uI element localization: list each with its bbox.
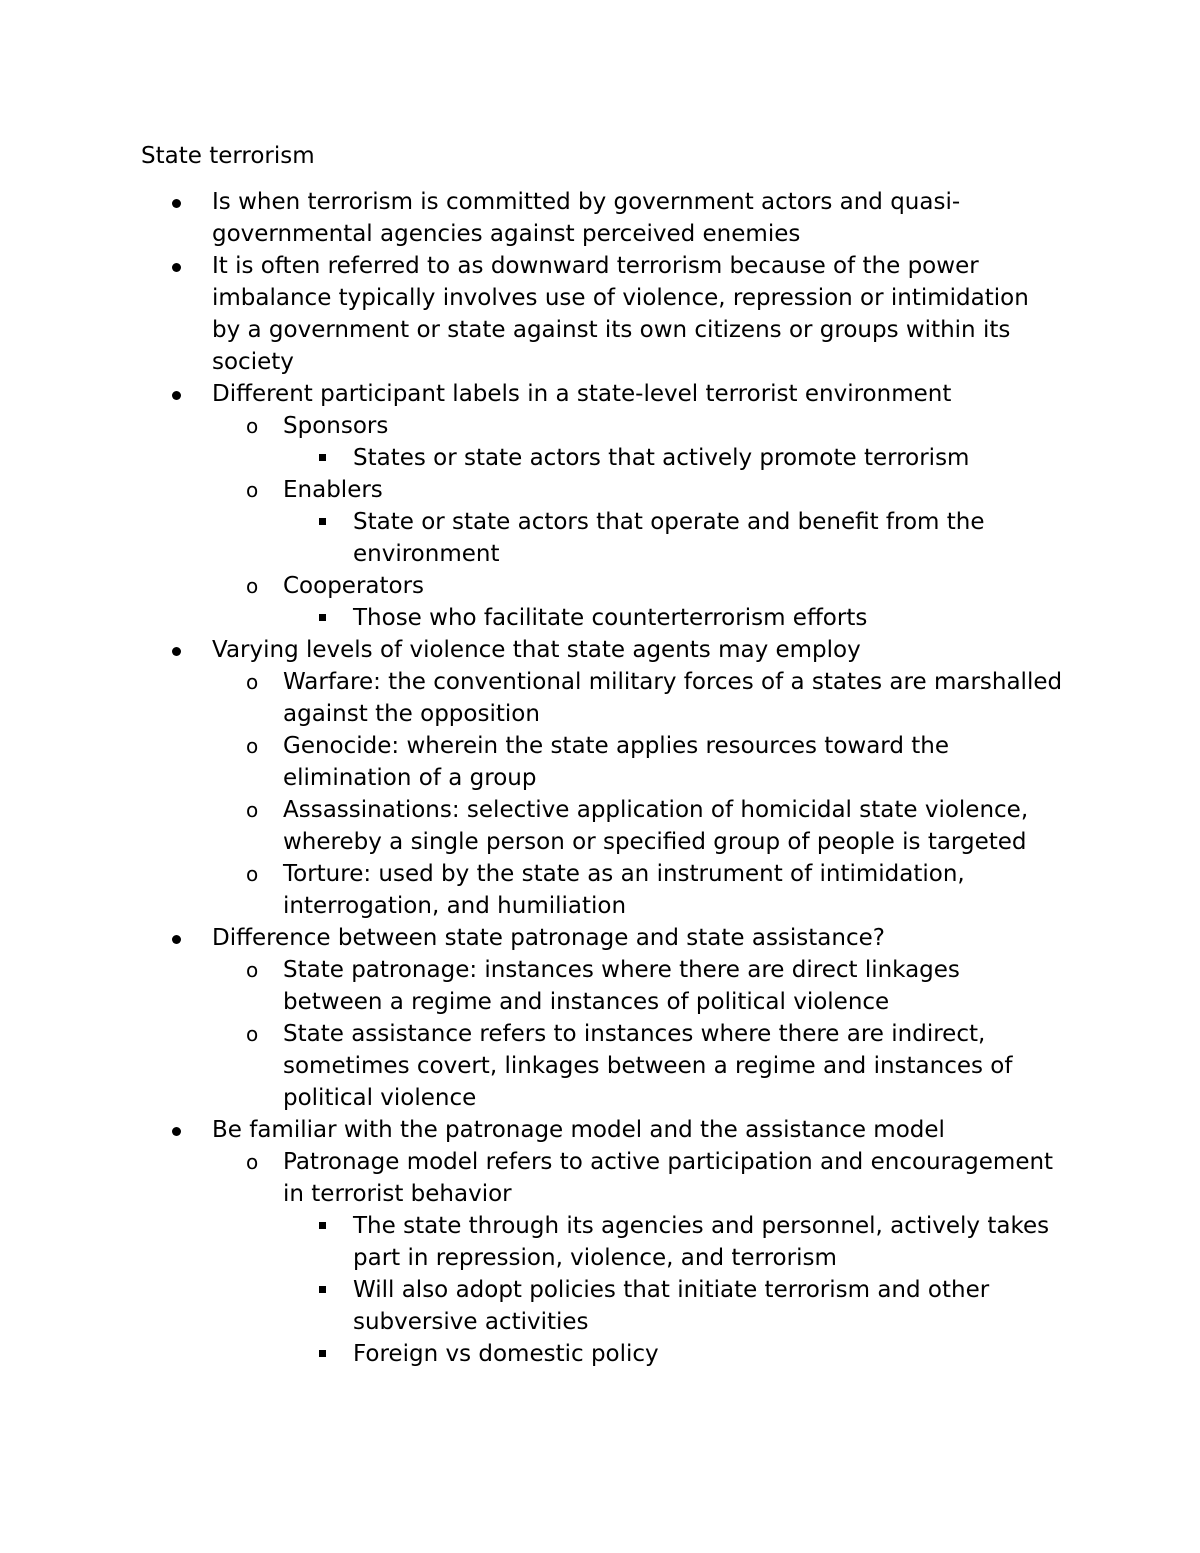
list-item <box>0 1018 1063 1114</box>
square-bullet-icon <box>319 1286 326 1293</box>
square-bullet-icon <box>319 1222 326 1229</box>
list-item-text: State patronage: instances where there are direct linkages between a regime and instances of political violence <box>283 957 960 1015</box>
square-bullet-icon <box>319 1350 326 1357</box>
list-item-text: Will also adopt policies that initiate terrorism and other subversive activities <box>353 1277 990 1335</box>
list-item-text: State assistance refers to instances where there are indirect, sometimes covert, linkages between a regime and instances of political violence <box>283 1021 1013 1111</box>
bullet-icon <box>172 263 181 272</box>
list-item-text: Torture: used by the state as an instrument of intimidation, interrogation, and humiliation <box>283 861 965 919</box>
list-item <box>0 474 1063 506</box>
list-item <box>0 730 1063 794</box>
list-item-text: Cooperators <box>283 573 425 599</box>
list-item-text: Genocide: wherein the state applies resources toward the elimination of a group <box>283 733 950 791</box>
bullet-icon <box>172 1127 181 1136</box>
list-item <box>0 186 1062 250</box>
circle-bullet-icon: o <box>246 1022 259 1046</box>
list-item <box>0 634 1062 666</box>
square-bullet-icon <box>319 518 326 525</box>
list-item-text: Is when terrorism is committed by government actors and quasi-governmental agencies against perceived enemies <box>212 189 961 247</box>
list-item <box>0 1146 1063 1210</box>
page-title: State terrorism <box>141 143 315 169</box>
list-item-text: Foreign vs domestic policy <box>353 1341 659 1367</box>
list-item <box>0 570 1063 602</box>
list-item-text: Warfare: the conventional military forces of a states are marshalled against the opposition <box>283 669 1063 727</box>
list-item-text: Enablers <box>283 477 383 503</box>
bullet-icon <box>172 935 181 944</box>
list-item <box>0 378 1062 410</box>
list-item <box>0 602 1053 634</box>
list-item-text: Different participant labels in a state-level terrorist environment <box>212 381 952 407</box>
list-item <box>0 922 1062 954</box>
list-item-text: It is often referred to as downward terrorism because of the power imbalance typically involves use of violence, repression or intimidation by a government or state against its own citizens or groups within its society <box>212 253 1029 375</box>
list-item <box>0 1274 1053 1338</box>
list-item <box>0 666 1063 730</box>
list-item-text: The state through its agencies and personnel, actively takes part in repression, violence, and terrorism <box>353 1213 1050 1271</box>
list-item <box>0 250 1062 378</box>
list-item-text: States or state actors that actively promote terrorism <box>353 445 970 471</box>
list-item-text: Those who facilitate counterterrorism efforts <box>353 605 868 631</box>
list-item-text: Be familiar with the patronage model and the assistance model <box>212 1117 945 1143</box>
circle-bullet-icon: o <box>246 574 259 598</box>
list-item-text: State or state actors that operate and benefit from the environment <box>353 509 985 567</box>
circle-bullet-icon: o <box>246 1150 259 1174</box>
bullet-icon <box>172 647 181 656</box>
list-item <box>0 1338 1053 1370</box>
list-item <box>0 410 1063 442</box>
circle-bullet-icon: o <box>246 958 259 982</box>
list-item-text: Assassinations: selective application of homicidal state violence, whereby a single person or specified group of people is targeted <box>283 797 1029 855</box>
bullet-icon <box>172 391 181 400</box>
list-item <box>0 1210 1053 1274</box>
outline-list <box>0 186 1200 1370</box>
circle-bullet-icon: o <box>246 798 259 822</box>
bullet-icon <box>172 199 181 208</box>
list-item <box>0 506 1053 570</box>
list-item-text: Sponsors <box>283 413 389 439</box>
list-item-text: Patronage model refers to active participation and encouragement in terrorist behavior <box>283 1149 1054 1207</box>
square-bullet-icon <box>319 454 326 461</box>
list-item <box>0 794 1063 858</box>
circle-bullet-icon: o <box>246 862 259 886</box>
list-item <box>0 442 1053 474</box>
circle-bullet-icon: o <box>246 414 259 438</box>
circle-bullet-icon: o <box>246 734 259 758</box>
circle-bullet-icon: o <box>246 670 259 694</box>
list-item-text: Difference between state patronage and state assistance? <box>212 925 885 951</box>
square-bullet-icon <box>319 614 326 621</box>
list-item <box>0 858 1063 922</box>
list-item <box>0 954 1063 1018</box>
circle-bullet-icon: o <box>246 478 259 502</box>
list-item-text: Varying levels of violence that state agents may employ <box>212 637 861 663</box>
list-item <box>0 1114 1062 1146</box>
